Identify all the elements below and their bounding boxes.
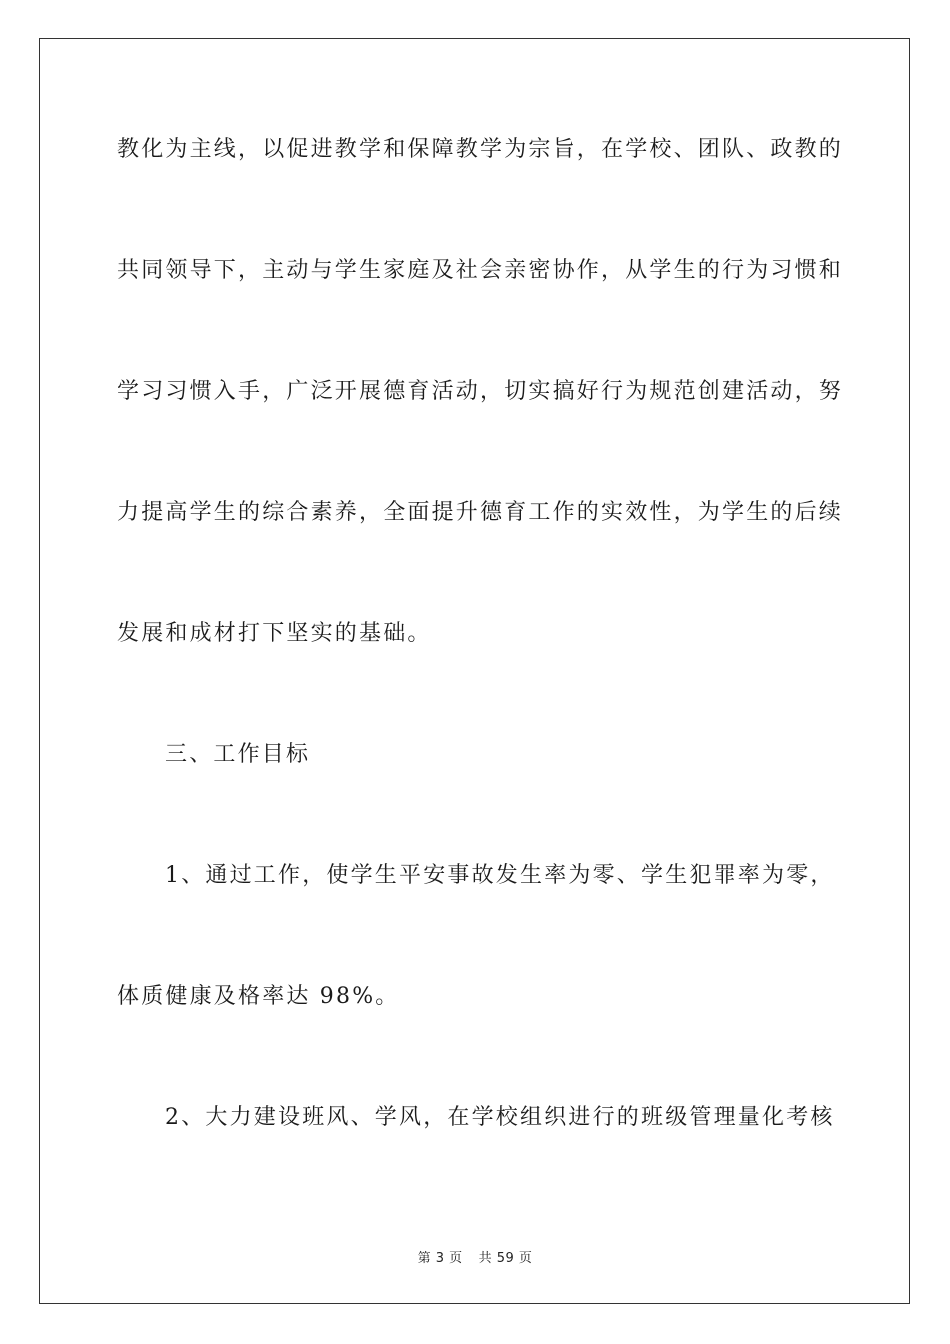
- document-body: [117, 128, 844, 1217]
- paragraph-line: 教化为主线，以促进教学和保障教学为宗旨，在学校、团队、政教的: [117, 137, 844, 162]
- list-item-line: 2、大力建设班风、学风，在学校组织进行的班级管理量化考核: [165, 1105, 835, 1130]
- page-total: 共 59 页: [478, 1251, 533, 1266]
- list-item-line: 1、通过工作，使学生平安事故发生率为零、学生犯罪率为零，: [165, 863, 835, 888]
- list-item-line: 体质健康及格率达 98%。: [117, 984, 400, 1009]
- section-heading: 三、工作目标: [165, 742, 311, 767]
- page-number: 第 3 页: [417, 1251, 463, 1266]
- paragraph-line: 共同领导下，主动与学生家庭及社会亲密协作，从学生的行为习惯和: [117, 258, 844, 283]
- page-footer: [0, 1247, 950, 1266]
- paragraph-line: 力提高学生的综合素养，全面提升德育工作的实效性，为学生的后续: [117, 500, 844, 525]
- paragraph-line: 发展和成材打下坚实的基础。: [117, 621, 432, 646]
- paragraph-line: 学习习惯入手，广泛开展德育活动，切实搞好行为规范创建活动，努: [117, 379, 844, 404]
